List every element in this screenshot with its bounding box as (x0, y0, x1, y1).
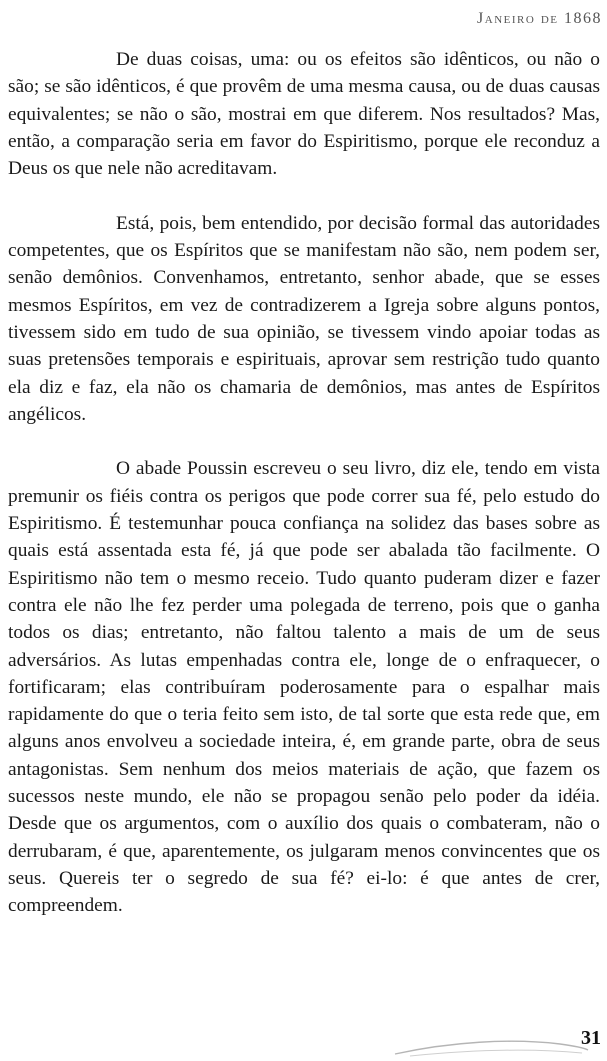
page-number: 31 (581, 1027, 601, 1049)
running-header: Janeiro de 1868 (477, 10, 602, 27)
paragraph-3: O abade Poussin escreveu o seu livro, diz ele, tendo em vista premunir os fiéis contra os perigos que pode correr sua fé, pelo estudo do Espiritismo. É testemunhar pouca confiança na solidez das bases sobre as quais está assentada esta fé, já que pode ser abalada tão facilmente. O Espiritismo não tem o mesmo receio. Tudo quanto puderam dizer e fazer contra ele não lhe fez perder uma polegada de terreno, pois que o ganha todos os dias; entretanto, não faltou talento a mais de um de seus adversários. As lutas empenhadas contra ele, longe de o enfraquecer, o fortificaram; elas contribuíram poderosamente para o espalhar mais rapidamente do que o teria feito sem isto, de tal sorte que esta rede que, em alguns anos envolveu a sociedade inteira, é, em grande parte, obra de seus antagonistas. Sem nenhum dos meios materiais de ação, que fazem os sucessos neste mundo, ele não se propagou senão pelo poder da idéia. Desde que os argumentos, com o auxílio dos quais o combateram, não o derrubaram, é que, aparentemente, os julgaram menos convincentes que os seus. Quereis ter o segredo de sua fé? ei-lo: é que antes de crer, compreendem. (8, 458, 600, 917)
paragraph-2: Está, pois, bem entendido, por decisão formal das autoridades competentes, que os Espíritos que se manifestam não são, nem podem ser, senão demônios. Convenhamos, entretanto, senhor abade, que se esses mesmos Espíritos, em vez de contradizerem a Igreja sobre alguns pontos, tivessem sido em tudo de sua opinião, se tivessem vindo apoiar todas as suas pretensões temporais e espirituais, aprovar sem restrição tudo quanto ela diz e faz, ela não os chamaria de demônios, mas antes de Espíritos angélicos. (8, 212, 600, 425)
swoosh-ornament-icon (390, 1020, 590, 1060)
document-body (8, 46, 600, 920)
paragraph-1: De duas coisas, uma: ou os efeitos são idênticos, ou não o são; se são idênticos, é que provêm de uma mesma causa, ou de duas causas equivalentes; se não o são, mostrai em que diferem. Nos resultados? Mas, então, a comparação seria em favor do Espiritismo, porque ele reconduz a Deus os que nele não acreditavam. (8, 49, 600, 180)
